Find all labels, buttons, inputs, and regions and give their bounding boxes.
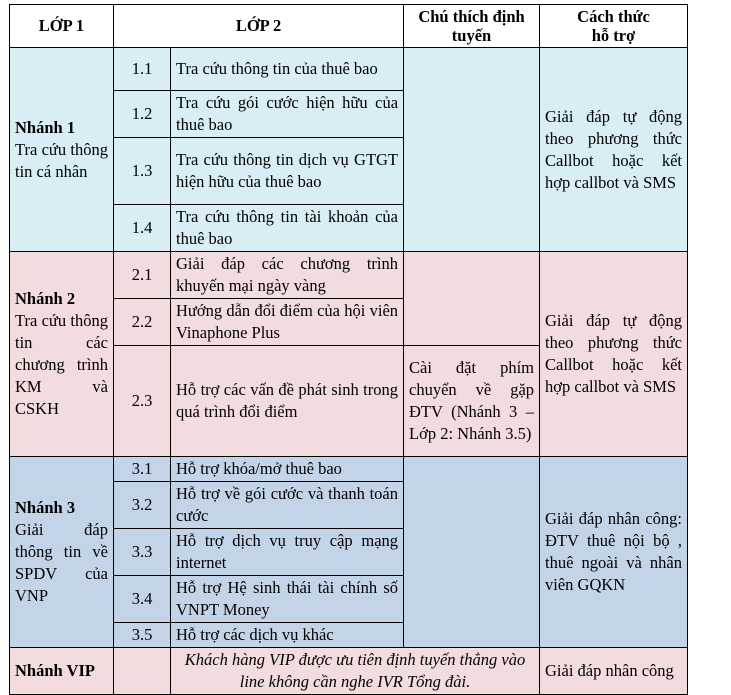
item-3-4-num: 3.4 [114, 576, 171, 623]
branch1-title: Nhánh 1 [15, 117, 76, 137]
header-layer1: LỚP 1 [10, 5, 114, 48]
branch3-routing-note [404, 457, 540, 648]
branch2-routing-note: Cài đặt phím chuyển về gặp ĐTV (Nhánh 3 – Lớp 2: Nhánh 3.5) [404, 346, 540, 457]
item-1-3-num: 1.3 [114, 138, 171, 205]
vip-empty-cell [114, 648, 171, 695]
branch1-cell [10, 48, 114, 252]
item-2-1-num: 2.1 [114, 252, 171, 299]
branch1-desc: Tra cứu thông tin cá nhân [15, 139, 108, 181]
item-2-3-num: 2.3 [114, 346, 171, 457]
vip-support: Giải đáp nhân công [540, 648, 688, 695]
vip-title [10, 648, 114, 695]
header-routing-note: Chú thích định tuyến [404, 5, 540, 48]
vip-title-text: Nhánh VIP [15, 661, 95, 680]
item-3-5-text: Hỗ trợ các dịch vụ khác [171, 623, 404, 648]
item-3-2-text: Hỗ trợ về gói cước và thanh toán cước [171, 482, 404, 529]
header-row [10, 5, 688, 48]
ivr-routing-table [9, 4, 688, 695]
vip-text: Khách hàng VIP được ưu tiên định tuyến thẳng vào line không cần nghe IVR Tổng đài. [171, 648, 540, 695]
branch2-title: Nhánh 2 [15, 289, 76, 308]
item-3-5-num: 3.5 [114, 623, 171, 648]
item-3-3-num: 3.3 [114, 529, 171, 576]
item-3-4-text: Hỗ trợ Hệ sinh thái tài chính số VNPT Money [171, 576, 404, 623]
item-1-3-text: Tra cứu thông tin dịch vụ GTGT hiện hữu của thuê bao [171, 138, 404, 205]
branch2-desc: Tra cứu thông tin các chương trình KM và CSKH [15, 311, 108, 418]
branch3-desc: Giải đáp thông tin về SPDV của VNP [15, 520, 108, 605]
branch3-cell [10, 457, 114, 648]
branch3-title: Nhánh 3 [15, 498, 76, 517]
branch1-support: Giải đáp tự động theo phương thức Callbot hoặc kết hợp callbot và SMS [540, 48, 688, 252]
item-3-3-text: Hỗ trợ dịch vụ truy cập mạng internet [171, 529, 404, 576]
branch3-support: Giải đáp nhân công: ĐTV thuê nội bộ , thuê ngoài và nhân viên GQKN [540, 457, 688, 648]
item-2-3-text: Hỗ trợ các vấn đề phát sinh trong quá trình đổi điểm [171, 346, 404, 457]
item-2-2-num: 2.2 [114, 299, 171, 346]
item-3-1-num: 3.1 [114, 457, 171, 482]
header-support: Cách thức hỗ trợ [540, 5, 688, 48]
table-row [10, 648, 688, 695]
item-1-2-text: Tra cứu gói cước hiện hữu của thuê bao [171, 91, 404, 138]
item-1-4-text: Tra cứu thông tin tài khoản của thuê bao [171, 205, 404, 252]
item-1-4-num: 1.4 [114, 205, 171, 252]
item-2-1-text: Giải đáp các chương trình khuyến mại ngày vàng [171, 252, 404, 299]
table-row [10, 457, 688, 482]
table-row [10, 48, 688, 91]
item-1-2-num: 1.2 [114, 91, 171, 138]
table-row [10, 252, 688, 299]
branch2-cell [10, 252, 114, 457]
header-layer2: LỚP 2 [114, 5, 404, 48]
branch2-support: Giải đáp tự động theo phương thức Callbot hoặc kết hợp callbot và SMS [540, 252, 688, 457]
item-1-1-text: Tra cứu thông tin của thuê bao [171, 48, 404, 91]
item-3-1-text: Hỗ trợ khóa/mở thuê bao [171, 457, 404, 482]
item-3-2-num: 3.2 [114, 482, 171, 529]
branch2-routing-note-top [404, 252, 540, 346]
branch1-routing-note [404, 48, 540, 252]
item-1-1-num: 1.1 [114, 48, 171, 91]
item-2-2-text: Hướng dẫn đổi điểm của hội viên Vinaphone Plus [171, 299, 404, 346]
